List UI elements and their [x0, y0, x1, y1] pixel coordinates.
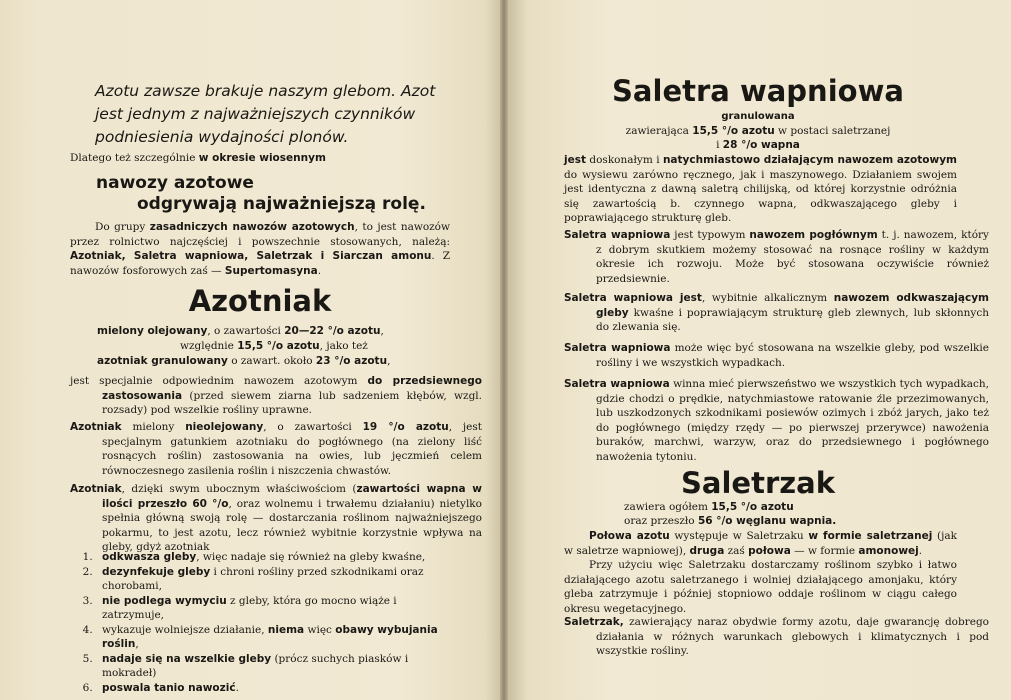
azotniak-spec-1: mielony olejowany, o zawartości 20—22 °/o azotu, — [97, 325, 384, 337]
saletra-para-2: Saletra wapniowa jest typowym nawozem pogłównym t. j. nawozem, który z dobrym skutkiem możemy stosować na rosnące rośliny w każdym okresie ich rozwoju. Może być stosowana oczywiście również przedsiewnie. — [564, 229, 989, 285]
azotniak-spec-2: względnie 15,5 °/o azotu, jako też — [180, 340, 368, 352]
saletra-spec-2: i 28 °/o wapna — [716, 139, 800, 151]
list-item: 3. nie podlega wymyciu z gleby, która go mocno wiąże i zatrzymuje, — [96, 594, 450, 623]
saletra-para-1: jest doskonałym i natychmiastowo działającym nawozem azotowym do wysiewu zarówno ręcznego, jak i maszynowego. Działaniem swojem jest identyczna z dawną saletrą chilijską, od której korzystnie odróżnia się zawartością b. czynnego wapna, odkwaszającego gleby i poprawiającego strukturę gleb. — [564, 154, 957, 224]
azotniak-benefits-list — [78, 550, 450, 695]
azotniak-para-2: Azotniak mielony nieolejowany, o zawartości 19 °/o azotu, jest specjalnym gatunkiem azotniaku do pogłównego (na zielony liść rosnących roślin) zastosowania na owies, lub jęczmień celem równoczesnego zasilenia roślin i niszczenia chwastów. — [70, 421, 482, 477]
callout-1: nawozy azotowe — [96, 173, 254, 193]
list-item: 4. wykazuje wolniejsze działanie, niema więc obawy wybujania roślin, — [96, 623, 450, 652]
saletrzak-spec-2: oraz przeszło 56 °/o węglanu wapnia. — [624, 515, 837, 527]
right-page — [508, 0, 1011, 700]
saletra-subtitle: granulowana — [721, 111, 795, 122]
saletra-title: Saletra wapniowa — [612, 74, 904, 108]
saletrzak-para-2: Przy użyciu więc Saletrzaku dostarczamy roślinom szybko i łatwo działającego azotu saletrzanego i wolniej działającego amonjaku, który gleba zatrzymuje i później stopniowo oddaje roślinom w ciągu całego okresu wegetacyjnego. — [564, 559, 957, 615]
list-item: 2. dezynfekuje gleby i chroni rośliny przed szkodnikami oraz chorobami, — [96, 565, 450, 594]
left-page — [0, 0, 500, 700]
azotniak-para-3: Azotniak, dzięki swym ubocznym właściwościom (zawartości wapna w ilości przeszło 60 °/o, oraz wolnemu i trwałemu działaniu) nietylko spełnia główną swoją rolę — dostarczania roślinom najważniejszego pokarmu, to jest azotu, lecz również wybitnie korzystnie wpływa na gleby, gdyż azotniak — [70, 483, 483, 553]
intro-italic: Azotu zawsze brakuje naszym glebom. Azot jest jednym z najważniejszych czynników podniesienia wydajności plonów. — [95, 82, 436, 146]
callout-2: odgrywają najważniejszą rolę. — [137, 194, 426, 214]
groups-paragraph: Do grupy zasadniczych nawozów azotowych, to jest nawozów przez rolnictwo najczęściej i powszechnie stosowanych, należą: Azotniak, Saletra wapniowa, Saletrzak i Siarczan amonu. Z nawozów fosforowych zaś — Supertomasyna. — [70, 221, 450, 277]
saletrzak-spec-1: zawiera ogółem 15,5 °/o azotu — [624, 501, 794, 513]
saletra-spec-1: zawierająca 15,5 °/o azotu w postaci saletrzanej — [625, 125, 891, 137]
saletra-para-4: Saletra wapniowa może więc być stosowana na wszelkie gleby, pod wszelkie rośliny i we wszystkich wypadkach. — [564, 342, 989, 369]
saletrzak-para-3: Saletrzak, zawierający naraz obydwie formy azotu, daje gwarancję dobrego działania w różnych warunkach glebowych i klimatycznych i pod wszystkie rośliny. — [564, 616, 989, 657]
saletra-para-3: Saletra wapniowa jest, wybitnie alkalicznym nawozem odkwaszającym gleby kwaśne i poprawiającym strukturę gleb zlewnych, lub skłonnych do zlewania się. — [564, 292, 989, 333]
book-gutter — [500, 0, 508, 700]
azotniak-title: Azotniak — [188, 284, 332, 318]
azotniak-spec-3: azotniak granulowany o zawart. około 23 °/o azotu, — [97, 355, 391, 367]
lead-line: Dlatego też szczególnie w okresie wiosennym — [70, 152, 326, 164]
list-item: 1. odkwasza gleby, więc nadaje się również na gleby kwaśne, — [96, 550, 450, 565]
saletrzak-title: Saletrzak — [681, 466, 835, 500]
saletrzak-para-1: Połowa azotu występuje w Saletrzaku w formie saletrzanej (jak w saletrze wapniowej), druga zaś połowa — w formie amonowej. — [564, 530, 957, 557]
saletra-para-5: Saletra wapniowa winna mieć pierwszeństwo we wszystkich tych wypadkach, gdzie chodzi o prędkie, natychmiastowe ratowanie źle przezimowanych, lub uszkodzonych szkodnikami posiewów ozimych i zbóż jarych, jako też do pogłównego (między rzędy — po pierwszej przerywce) nawożenia buraków, marchwi, warzyw, oraz do przedsiewnego i pogłównego nawożenia tytoniu. — [564, 378, 989, 463]
azotniak-para-1: jest specjalnie odpowiednim nawozem azotowym do przedsiewnego zastosowania (przed siewem ziarna lub sadzeniem kłębów, wzgl. rozsady) pod wszelkie rośliny uprawne. — [70, 375, 483, 416]
list-item: 6. poswala tanio nawozić. — [96, 681, 450, 696]
list-item: 5. nadaje się na wszelkie gleby (prócz suchych piasków i mokradeł) — [96, 652, 450, 681]
